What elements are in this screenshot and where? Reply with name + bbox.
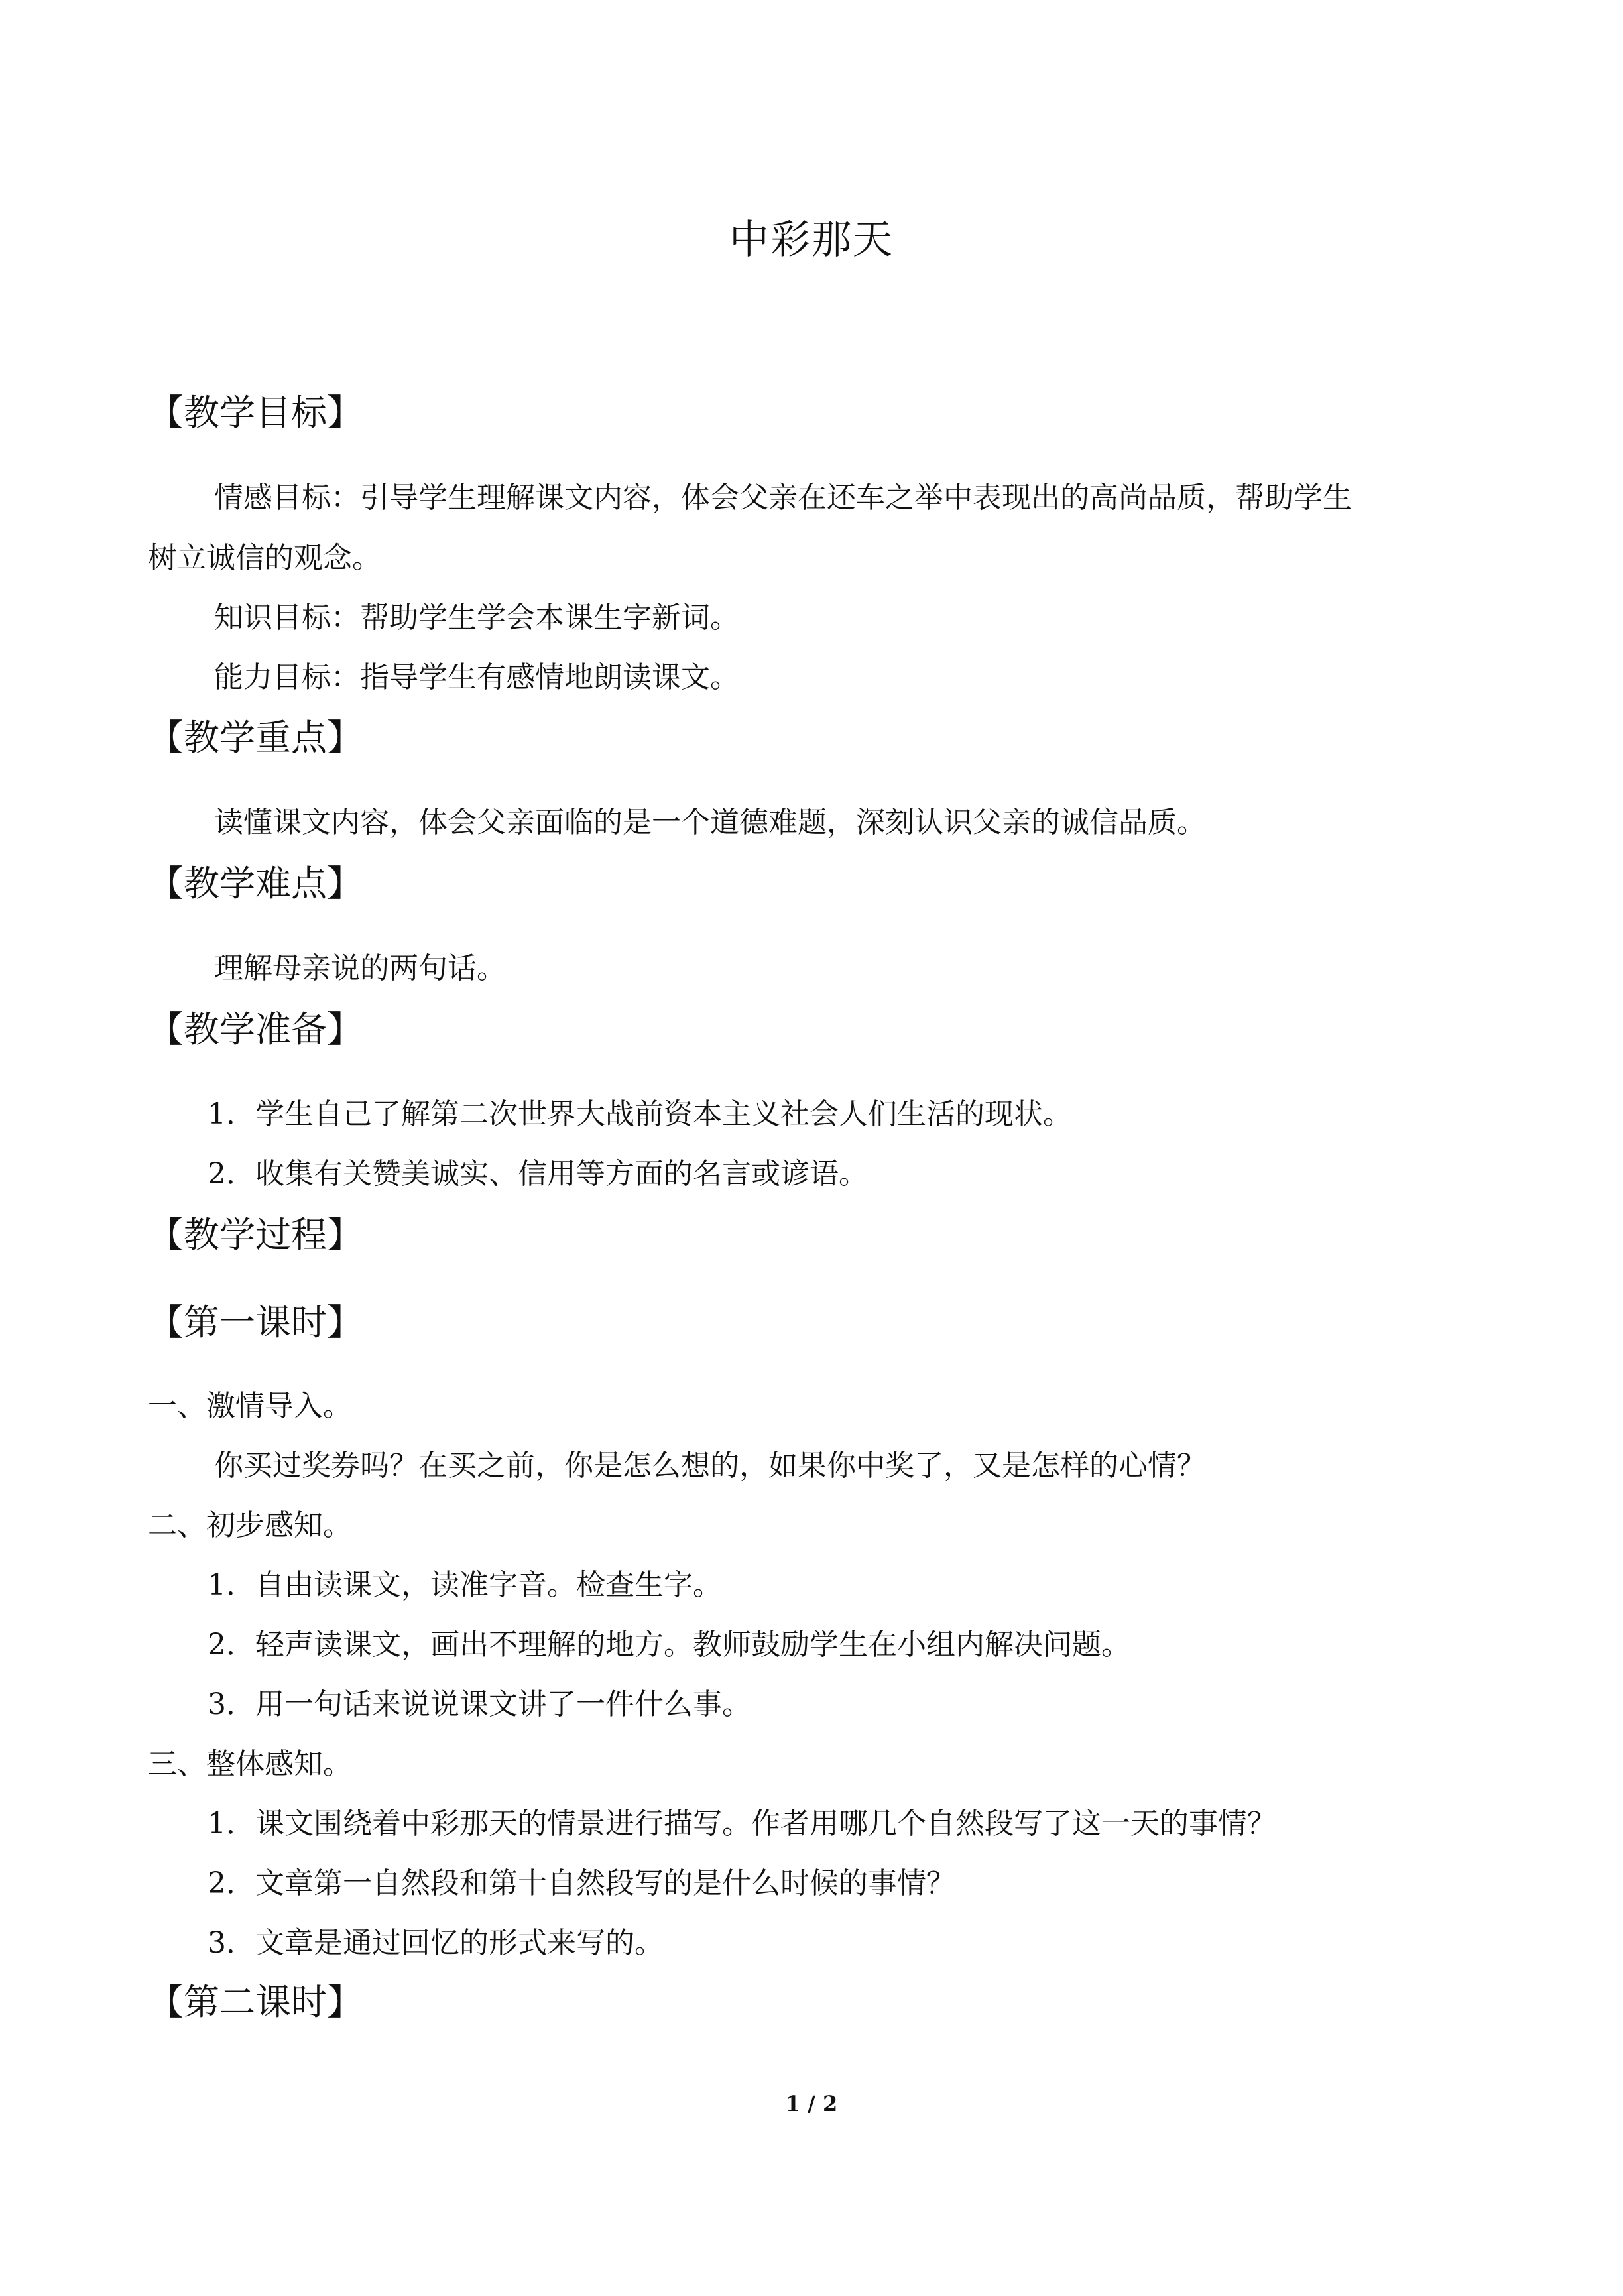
- lesson1-part3-item-1: 1．课文围绕着中彩那天的情景进行描写。作者用哪几个自然段写了这一天的事情？: [208, 1807, 1276, 1841]
- objective-emotion-line1: 情感目标：引导学生理解课文内容，体会父亲在还车之举中表现出的高尚品质，帮助学生: [214, 481, 1352, 514]
- section-heading-lesson1: 【第一课时】: [148, 1301, 363, 1343]
- lesson1-part3-item-2: 2．文章第一自然段和第十自然段写的是什么时候的事情？: [208, 1866, 955, 1900]
- preparation-item-2: 2．收集有关赞美诚实、信用等方面的名言或谚语。: [208, 1157, 868, 1191]
- lesson1-part1-title: 一、激情导入。: [148, 1389, 352, 1423]
- preparation-item-1: 1．学生自己了解第二次世界大战前资本主义社会人们生活的现状。: [208, 1097, 1072, 1131]
- lesson1-part1-text: 你买过奖券吗？在买之前，你是怎么想的，如果你中奖了，又是怎样的心情？: [214, 1449, 1206, 1482]
- lesson1-part2-item-2: 2．轻声读课文，画出不理解的地方。教师鼓励学生在小组内解决问题。: [208, 1628, 1130, 1662]
- page-number: 1 / 2: [785, 2091, 838, 2116]
- lesson1-part3-item-3: 3．文章是通过回忆的形式来写的。: [208, 1926, 664, 1960]
- section-heading-process: 【教学过程】: [148, 1214, 363, 1256]
- key-points-text: 读懂课文内容，体会父亲面临的是一个道德难题，深刻认识父亲的诚信品质。: [214, 806, 1206, 839]
- lesson1-part2-item-1: 1．自由读课文，读准字音。检查生字。: [208, 1568, 722, 1602]
- section-heading-objectives: 【教学目标】: [148, 392, 363, 434]
- lesson1-part2-item-3: 3．用一句话来说说课文讲了一件什么事。: [208, 1687, 751, 1721]
- objective-knowledge: 知识目标：帮助学生学会本课生字新词。: [214, 601, 739, 634]
- objective-ability: 能力目标：指导学生有感情地朗读课文。: [214, 660, 739, 694]
- section-heading-preparation: 【教学准备】: [148, 1008, 363, 1050]
- section-heading-key-points: 【教学重点】: [148, 717, 363, 758]
- lesson1-part3-title: 三、整体感知。: [148, 1747, 352, 1781]
- section-heading-lesson2: 【第二课时】: [148, 1981, 363, 2023]
- objective-emotion-line2: 树立诚信的观念。: [148, 541, 381, 575]
- lesson1-part2-title: 二、初步感知。: [148, 1508, 352, 1542]
- page-title: 中彩那天: [729, 217, 894, 263]
- section-heading-difficulties: 【教学难点】: [148, 863, 363, 904]
- difficulties-text: 理解母亲说的两句话。: [214, 951, 506, 985]
